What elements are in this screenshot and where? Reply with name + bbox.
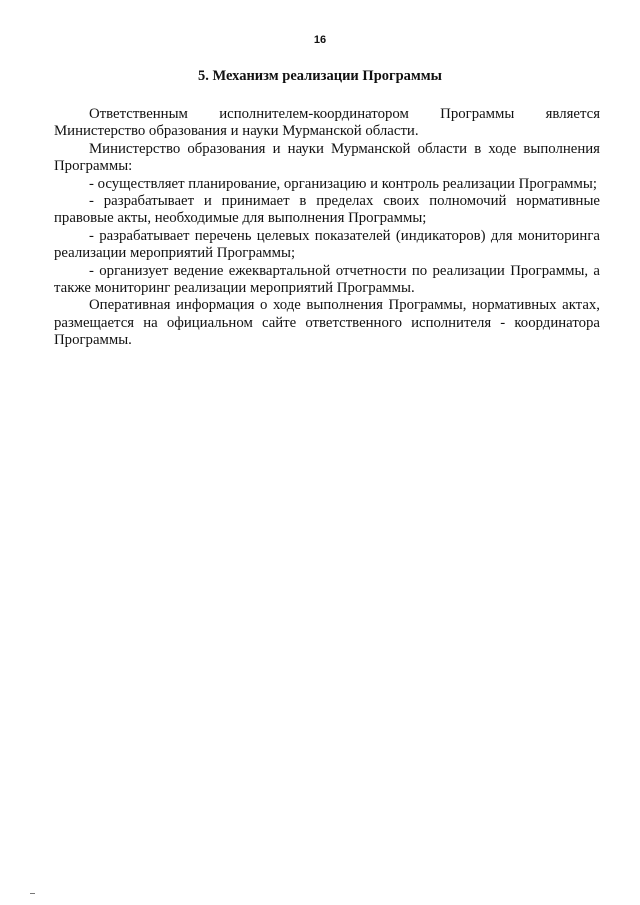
section-title: 5. Механизм реализации Программы [198, 68, 442, 84]
list-item-indicators: - разрабатывает перечень целевых показателей (индикаторов) для мониторинга реализации мероприятий Программы; [54, 227, 600, 262]
document-body [54, 106, 600, 350]
page-number: 16 [313, 34, 327, 46]
paragraph-ministry-intro: Министерство образования и науки Мурманской области в ходе выполнения Программы: [54, 140, 600, 175]
scan-mark [30, 893, 35, 894]
list-item-planning: - осуществляет планирование, организацию и контроль реализации Программы; [89, 175, 597, 192]
paragraph-operational-info: Оперативная информация о ходе выполнения Программы, нормативных актах, размещается на официальном сайте ответственного исполнителя - координатора Программы. [54, 297, 600, 349]
list-item-reporting: - организует ведение ежеквартальной отчетности по реализации Программы, а также мониторинг реализации мероприятий Программы. [54, 262, 600, 297]
paragraph-responsible-executor: Ответственным исполнителем-координатором Программы является Министерство образования и науки Мурманской области. [54, 106, 600, 140]
list-item-legal-acts: - разрабатывает и принимает в пределах своих полномочий нормативные правовые акты, необходимые для выполнения Программы; [54, 193, 600, 227]
